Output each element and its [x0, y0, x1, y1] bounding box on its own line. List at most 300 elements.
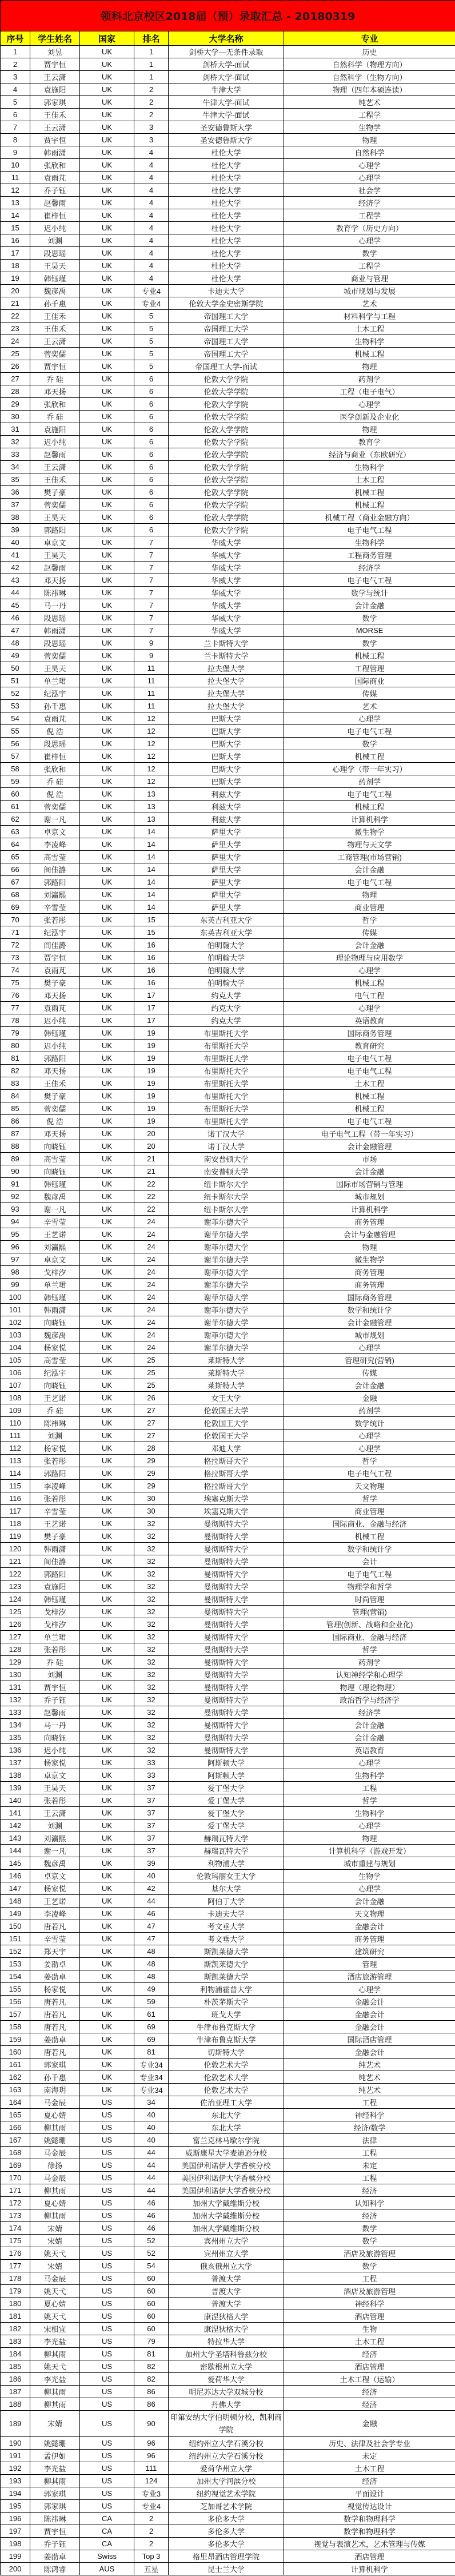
cell-index: 130	[1, 1669, 30, 1681]
cell-country: UK	[80, 348, 134, 360]
cell-major: 英语教育	[284, 1744, 455, 1757]
cell-index: 31	[1, 423, 30, 436]
cell-student-name: 陈祎琳	[30, 587, 80, 599]
cell-rank: 专业34	[134, 2059, 169, 2071]
table-row	[1, 2487, 455, 2500]
cell-major: 电子电气工程	[284, 788, 455, 801]
cell-student-name: 杨家悦	[30, 1442, 80, 1455]
cell-major: 传媒	[284, 926, 455, 939]
cell-major: 数学和物理科学	[284, 2513, 455, 2525]
cell-university: 加州大学河滨分校	[169, 2475, 284, 2487]
cell-student-name: 戈梓汐	[30, 1266, 80, 1279]
cell-student-name: 乔 硅	[30, 1404, 80, 1417]
cell-major: 物理	[284, 134, 455, 146]
table-row	[1, 1467, 455, 1480]
cell-country: UK	[80, 1467, 134, 1480]
cell-rank: 60	[134, 2285, 169, 2298]
cell-country: UK	[80, 1392, 134, 1404]
table-row	[1, 826, 455, 838]
cell-rank: 15	[134, 914, 169, 926]
cell-country: UK	[80, 1643, 134, 1656]
cell-university: 曼彻斯特大学	[169, 1643, 284, 1656]
cell-rank: 4	[134, 184, 169, 197]
table-row	[1, 2209, 455, 2222]
cell-rank: 24	[134, 1228, 169, 1241]
cell-university: 华威大学	[169, 624, 284, 637]
cell-rank: 33	[134, 1769, 169, 1782]
cell-country: UK	[80, 1882, 134, 1895]
cell-student-name: 袁雨芃	[30, 1002, 80, 1014]
cell-country: UK	[80, 1492, 134, 1505]
cell-student-name: 姜劭卓	[30, 1958, 80, 1970]
cell-major: 心理学	[284, 1757, 455, 1769]
table-row	[1, 1530, 455, 1543]
cell-rank: 19	[134, 1065, 169, 1077]
table-row	[1, 763, 455, 775]
cell-student-name: 卓京文	[30, 1769, 80, 1782]
cell-major: 生物	[284, 2323, 455, 2335]
table-row	[1, 71, 455, 83]
cell-student-name: 纪泓宇	[30, 926, 80, 939]
cell-index: 70	[1, 914, 30, 926]
cell-major: 工程商务管理	[284, 549, 455, 562]
cell-index: 138	[1, 1769, 30, 1782]
cell-country: UK	[80, 763, 134, 775]
cell-index: 97	[1, 1253, 30, 1266]
cell-index: 120	[1, 1543, 30, 1555]
cell-country: UK	[80, 247, 134, 260]
cell-student-name: 贾宇恒	[30, 1681, 80, 1694]
cell-rank: 32	[134, 1656, 169, 1669]
cell-student-name: 段思瑶	[30, 247, 80, 260]
cell-university: 爱丁堡大学	[169, 1794, 284, 1807]
table-row	[1, 2084, 455, 2096]
table-row	[1, 159, 455, 172]
cell-major: 数学	[284, 247, 455, 260]
cell-rank: 54	[134, 2260, 169, 2272]
cell-major: 物理与天文学	[284, 838, 455, 851]
cell-major: 传媒	[284, 1367, 455, 1379]
table-row	[1, 511, 455, 524]
cell-student-name: 马金辰	[30, 2172, 80, 2184]
table-row	[1, 1945, 455, 1958]
cell-country: UK	[80, 788, 134, 801]
table-body	[1, 46, 455, 2575]
cell-university: 纽约视觉艺术学院	[169, 2487, 284, 2500]
table-row	[1, 2021, 455, 2033]
cell-university: 约克大学	[169, 989, 284, 1002]
cell-country: UK	[80, 700, 134, 712]
cell-index: 17	[1, 247, 30, 260]
cell-university: 美国伊利诺伊大学香槟分校	[169, 2159, 284, 2172]
cell-university: 东英吉利亚大学	[169, 926, 284, 939]
table-row	[1, 989, 455, 1002]
cell-rank: 12	[134, 763, 169, 775]
cell-country: UK	[80, 675, 134, 687]
cell-major: 物理	[284, 1832, 455, 1845]
table-row	[1, 1341, 455, 1354]
cell-rank: 2	[134, 96, 169, 109]
cell-student-name: 郭路阳	[30, 1052, 80, 1065]
cell-student-name: 郭路阳	[30, 1467, 80, 1480]
cell-university: 巴斯大学	[169, 763, 284, 775]
cell-country: UK	[80, 524, 134, 536]
cell-rank: 47	[134, 1920, 169, 1933]
cell-university: 考文垂大学	[169, 1933, 284, 1945]
cell-major: 国际商务管理	[284, 1027, 455, 1040]
cell-university: 东北大学	[169, 2109, 284, 2121]
cell-rank: 4	[134, 260, 169, 272]
cell-index: 165	[1, 2109, 30, 2121]
cell-major: 城市规划与发展	[284, 285, 455, 297]
cell-university: 阿伯丁大学	[169, 1895, 284, 1908]
cell-country: US	[80, 2109, 134, 2121]
cell-major: 纯艺术	[284, 2084, 455, 2096]
cell-rank: 32	[134, 1606, 169, 1618]
table-row	[1, 738, 455, 750]
table-row	[1, 2059, 455, 2071]
cell-rank: 24	[134, 1279, 169, 1291]
cell-university: 考文垂大学	[169, 1920, 284, 1933]
table-row	[1, 222, 455, 234]
cell-student-name: 王艺诺	[30, 1518, 80, 1530]
cell-rank: 27	[134, 1417, 169, 1430]
col-header-major: 专业	[284, 31, 455, 46]
cell-university: 杜伦大学	[169, 222, 284, 234]
cell-index: 103	[1, 1329, 30, 1341]
cell-student-name: 王云潇	[30, 335, 80, 348]
cell-country: UK	[80, 687, 134, 700]
cell-index: 116	[1, 1492, 30, 1505]
cell-country: UK	[80, 222, 134, 234]
cell-rank: 111	[134, 2462, 169, 2475]
cell-rank: 17	[134, 1002, 169, 1014]
cell-index: 178	[1, 2272, 30, 2285]
cell-rank: 40	[134, 2109, 169, 2121]
cell-index: 69	[1, 901, 30, 914]
cell-student-name: 单兰珺	[30, 1631, 80, 1643]
cell-student-name: 刘瀛熙	[30, 1241, 80, 1253]
cell-index: 187	[1, 2386, 30, 2398]
cell-country: Swiss	[80, 2550, 134, 2563]
cell-index: 88	[1, 1140, 30, 1153]
cell-major: 电子电气工程	[284, 1052, 455, 1065]
cell-student-name: 张若彤	[30, 1492, 80, 1505]
cell-country: UK	[80, 624, 134, 637]
table-row	[1, 1694, 455, 1706]
cell-student-name: 唐若凡	[30, 2008, 80, 2021]
table-row	[1, 310, 455, 323]
cell-university: 利兹大学	[169, 813, 284, 826]
cell-index: 167	[1, 2134, 30, 2147]
cell-major: 艺术	[284, 297, 455, 310]
cell-country: UK	[80, 1052, 134, 1065]
cell-major: 自然科学（生物方向）	[284, 71, 455, 83]
cell-country: UK	[80, 461, 134, 473]
cell-index: 53	[1, 700, 30, 712]
cell-university: 多伦多大学	[169, 2513, 284, 2525]
table-row	[1, 1832, 455, 1845]
cell-rank: 86	[134, 2386, 169, 2398]
cell-university: 伦敦大学学院	[169, 473, 284, 486]
cell-index: 77	[1, 1002, 30, 1014]
cell-rank: Top 3	[134, 2550, 169, 2563]
table-row	[1, 1077, 455, 1090]
cell-country: US	[80, 2348, 134, 2360]
cell-country: UK	[80, 1870, 134, 1882]
cell-index: 66	[1, 863, 30, 876]
cell-index: 16	[1, 234, 30, 247]
cell-index: 72	[1, 939, 30, 951]
table-row	[1, 813, 455, 826]
cell-major: 机械工程	[284, 650, 455, 662]
cell-country: UK	[80, 436, 134, 448]
cell-major: 酒店管理	[284, 2550, 455, 2563]
cell-student-name: 段思瑶	[30, 612, 80, 624]
cell-country: UK	[80, 1618, 134, 1631]
cell-university: 杜伦大学	[169, 272, 284, 285]
cell-major: 机械工程（商业金融方向）	[284, 511, 455, 524]
table-row	[1, 1669, 455, 1681]
cell-rank: 32	[134, 1543, 169, 1555]
cell-university: 杜伦大学	[169, 234, 284, 247]
table-row	[1, 977, 455, 989]
cell-index: 112	[1, 1442, 30, 1455]
cell-major: 教育学（历史方向）	[284, 222, 455, 234]
cell-country: UK	[80, 172, 134, 184]
table-row	[1, 2310, 455, 2323]
cell-rank: 12	[134, 750, 169, 763]
cell-university: 加州大学戴维斯分校	[169, 2222, 284, 2235]
cell-major: 哲学	[284, 914, 455, 926]
cell-country: UK	[80, 197, 134, 209]
cell-index: 147	[1, 1882, 30, 1895]
cell-rank: 24	[134, 1291, 169, 1304]
cell-university: 拉夫堡大学	[169, 675, 284, 687]
cell-rank: 24	[134, 1253, 169, 1266]
cell-rank: 4	[134, 222, 169, 234]
cell-index: 48	[1, 637, 30, 650]
cell-index: 54	[1, 712, 30, 725]
cell-country: US	[80, 2310, 134, 2323]
table-row	[1, 1279, 455, 1291]
cell-student-name: 阎佳潞	[30, 939, 80, 951]
table-row	[1, 838, 455, 851]
cell-index: 107	[1, 1379, 30, 1392]
cell-university: 利物浦霍普大学	[169, 1983, 284, 1996]
cell-student-name: 赵馨雨	[30, 1706, 80, 1719]
cell-major: 神经科学	[284, 2298, 455, 2310]
cell-university: 帝国理工大学	[169, 323, 284, 335]
cell-university: 巴斯大学	[169, 712, 284, 725]
cell-index: 62	[1, 813, 30, 826]
cell-major: 教育学	[284, 436, 455, 448]
cell-index: 158	[1, 2021, 30, 2033]
cell-country: UK	[80, 1807, 134, 1819]
table-row	[1, 1455, 455, 1467]
cell-major: 生物科学	[284, 536, 455, 549]
table-row	[1, 1606, 455, 1618]
cell-major: 电子电气工程	[284, 725, 455, 738]
cell-index: 188	[1, 2398, 30, 2411]
cell-student-name: 高雪莹	[30, 851, 80, 863]
cell-rank: 60	[134, 2298, 169, 2310]
cell-student-name: 菅奕儒	[30, 1102, 80, 1115]
cell-university: 纽约州立大学石溪分校	[169, 2437, 284, 2450]
table-row	[1, 2398, 455, 2411]
cell-major: 金融会计	[284, 2046, 455, 2059]
cell-rank: 32	[134, 1568, 169, 1580]
cell-university: 曼彻斯特大学	[169, 1631, 284, 1643]
cell-student-name: 孟伊如	[30, 2450, 80, 2462]
cell-index: 12	[1, 184, 30, 197]
cell-university: 牛津布鲁克斯大学	[169, 2021, 284, 2033]
cell-student-name: 张若彤	[30, 914, 80, 926]
cell-university: 利兹大学	[169, 788, 284, 801]
cell-index: 159	[1, 2033, 30, 2046]
cell-major: 会计金融	[284, 1379, 455, 1392]
cell-rank: 37	[134, 1782, 169, 1794]
cell-index: 93	[1, 1203, 30, 1216]
cell-major: 未定	[284, 2450, 455, 2462]
cell-university: 莱斯特大学	[169, 1379, 284, 1392]
table-row	[1, 1794, 455, 1807]
cell-university: 爱荷华州立大学	[169, 2462, 284, 2475]
cell-university: 曼彻斯特大学	[169, 1681, 284, 1694]
cell-student-name: 张欣和	[30, 159, 80, 172]
cell-university: 曼彻斯特大学	[169, 1719, 284, 1731]
cell-country: UK	[80, 1819, 134, 1832]
cell-student-name: 韩雨潇	[30, 624, 80, 637]
cell-student-name: 柳其雨	[30, 2184, 80, 2197]
cell-index: 136	[1, 1744, 30, 1757]
cell-university: 加州大学圣塔科鲁兹分校	[169, 2348, 284, 2360]
cell-university: 伦敦艺术大学	[169, 2071, 284, 2084]
cell-country: UK	[80, 1153, 134, 1165]
cell-index: 157	[1, 2008, 30, 2021]
table-row	[1, 801, 455, 813]
cell-rank: 7	[134, 574, 169, 587]
cell-country: UK	[80, 1077, 134, 1090]
cell-student-name: 卓京文	[30, 536, 80, 549]
cell-student-name: 杨家悦	[30, 1757, 80, 1769]
cell-university: 曼彻斯特大学	[169, 1618, 284, 1631]
cell-index: 149	[1, 1908, 30, 1920]
cell-university: 普渡大学	[169, 2298, 284, 2310]
cell-student-name: 姚天弋	[30, 2285, 80, 2298]
cell-rank: 24	[134, 1216, 169, 1228]
cell-student-name: 高雪莹	[30, 1354, 80, 1367]
cell-university: 康涅狄格大学	[169, 2323, 284, 2335]
cell-rank: 1	[134, 46, 169, 58]
cell-index: 65	[1, 851, 30, 863]
cell-university: 班戈大学	[169, 2008, 284, 2021]
cell-rank: 29	[134, 1480, 169, 1492]
cell-university: 伯明翰大学	[169, 977, 284, 989]
cell-rank: 11	[134, 687, 169, 700]
cell-index: 68	[1, 889, 30, 901]
cell-country: UK	[80, 360, 134, 373]
table-row	[1, 2563, 455, 2575]
table-row	[1, 121, 455, 134]
cell-major: 商务管理	[284, 1266, 455, 1279]
cell-university: 爱丁堡大学	[169, 1807, 284, 1819]
table-row	[1, 1228, 455, 1241]
cell-country: UK	[80, 1102, 134, 1115]
cell-major: 会计金融	[284, 599, 455, 612]
table-row	[1, 1895, 455, 1908]
cell-country: UK	[80, 738, 134, 750]
cell-university: 约克大学	[169, 1014, 284, 1027]
cell-university: 布里斯托大学	[169, 1115, 284, 1128]
cell-rank: 4	[134, 159, 169, 172]
cell-rank: 4	[134, 247, 169, 260]
cell-student-name: 辛雪莹	[30, 1216, 80, 1228]
cell-student-name: 刘渊	[30, 234, 80, 247]
cell-university: 布里斯托大学	[169, 1040, 284, 1052]
cell-university: 剑桥大学-面试	[169, 71, 284, 83]
cell-country: UK	[80, 285, 134, 297]
cell-student-name: 迟小纯	[30, 1040, 80, 1052]
cell-rank: 27	[134, 1404, 169, 1417]
cell-country: UK	[80, 159, 134, 172]
cell-student-name: 柳其雨	[30, 2398, 80, 2411]
cell-student-name: 菅奕儒	[30, 801, 80, 813]
cell-student-name: 谢一凡	[30, 1845, 80, 1857]
cell-rank: 90	[134, 2411, 169, 2437]
cell-country: UK	[80, 637, 134, 650]
cell-university: 曼彻斯特大学	[169, 1706, 284, 1719]
cell-rank: 4	[134, 272, 169, 285]
cell-rank: 16	[134, 939, 169, 951]
table-row	[1, 1367, 455, 1379]
cell-index: 64	[1, 838, 30, 851]
cell-rank: 32	[134, 1719, 169, 1731]
cell-university: 谢菲尔德大学	[169, 1266, 284, 1279]
cell-student-name: 段思瑶	[30, 738, 80, 750]
cell-major: 心理学	[284, 1882, 455, 1895]
table-row	[1, 209, 455, 222]
cell-rank: 7	[134, 562, 169, 574]
cell-student-name: 袁施阳	[30, 423, 80, 436]
cell-major: 国际商务管理	[284, 1291, 455, 1304]
table-row	[1, 788, 455, 801]
cell-major: 数学	[284, 637, 455, 650]
table-row	[1, 297, 455, 310]
cell-country: UK	[80, 549, 134, 562]
table-row	[1, 574, 455, 587]
cell-university: 卡迪夫大学	[169, 1908, 284, 1920]
cell-student-name: 贾宇恒	[30, 134, 80, 146]
cell-university: 密歇根州立大学	[169, 2360, 284, 2373]
cell-rank: 49	[134, 1983, 169, 1996]
cell-major: 计算机科学	[284, 2563, 455, 2575]
cell-student-name: 崔梓恒	[30, 750, 80, 763]
cell-rank: 14	[134, 826, 169, 838]
cell-university: 美国伊利诺伊大学香槟分校	[169, 2184, 284, 2197]
cell-country: UK	[80, 2071, 134, 2084]
cell-index: 8	[1, 134, 30, 146]
cell-country: US	[80, 2360, 134, 2373]
cell-university: 萨里大学	[169, 889, 284, 901]
cell-rank: 48	[134, 1958, 169, 1970]
cell-student-name: 戈梓汐	[30, 1606, 80, 1618]
table-row	[1, 2008, 455, 2021]
cell-major: 计算机科学	[284, 813, 455, 826]
cell-student-name: 李光盐	[30, 2373, 80, 2386]
cell-country: US	[80, 2450, 134, 2462]
cell-major: 心理学	[284, 1983, 455, 1996]
